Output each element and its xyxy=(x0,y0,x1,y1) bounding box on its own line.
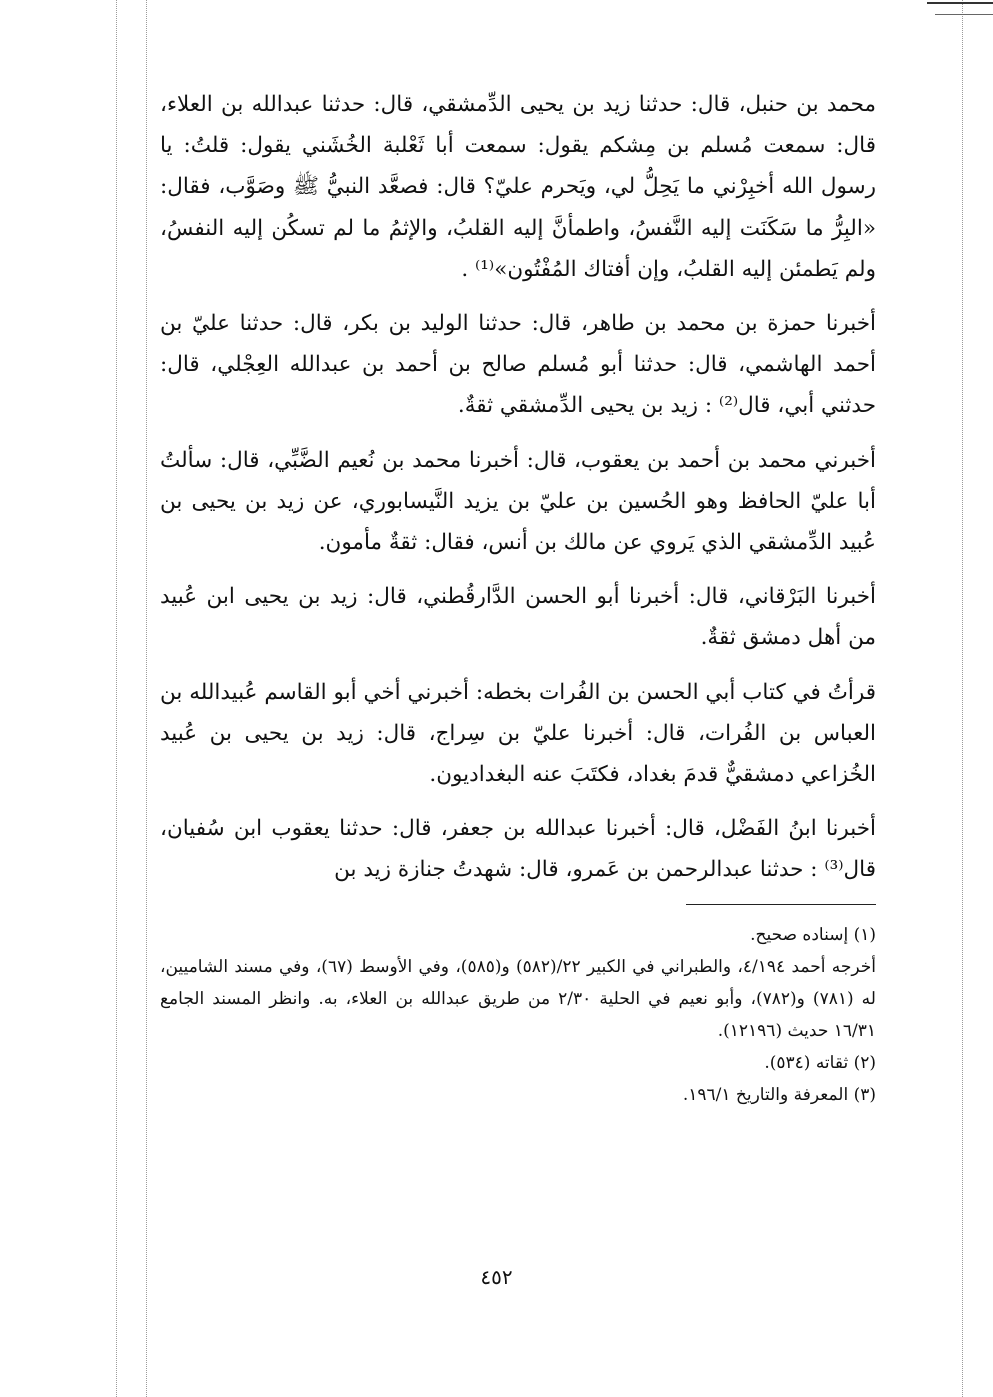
footnote-separator xyxy=(686,904,876,905)
paragraph: قرأتُ في كتاب أبي الحسن بن الفُرات بخطه: أخبرني أخي أبو القاسم عُبيدالله بن العباس بن الفُرات، قال: أخبرنا عليّ بن سِراج، قال: زيد بن يحيى بن عُبيد الخُزاعي دمشقيٌّ قدمَ بغداد، فكتَبَ عنه البغداديون. xyxy=(160,679,876,788)
scan-top-mark xyxy=(927,2,993,4)
footnote-2: (٢) ثقاته (٥٣٤). xyxy=(764,1052,876,1073)
footnote-1: (١) إسناده صحيح. xyxy=(750,924,876,945)
footnote-1-body: أخرجه أحمد ٤/١٩٤، والطبراني في الكبير ٢٢/(٥٨٢) و(٥٨٥)، وفي الأوسط (٦٧)، وفي مسند الشاميين، له (٧٨١) و(٧٨٢)، وأبو نعيم في الحلية ٢/٣٠ من طريق عبدالله بن العلاء، به. وانظر المسند الجامع ١٦/٣١ حديث (١٢١٩٦). xyxy=(160,956,876,1041)
scan-margin-line xyxy=(962,0,963,1397)
scan-margin-line xyxy=(146,0,147,1397)
footnote-3: (٣) المعرفة والتاريخ ١٩٦/١. xyxy=(682,1084,876,1105)
page-number: ٤٥٢ xyxy=(480,1265,513,1289)
scan-top-mark xyxy=(935,14,993,15)
scan-margin-line xyxy=(116,0,117,1397)
paragraph: أخبرنا ابنُ الفَضْل، قال: أخبرنا عبدالله بن جعفر، قال: حدثنا يعقوب ابن سُفيان، قال⁽³⁾ : حدثنا عبدالرحمن بن عَمرو، قال: شهدتُ جنازة زيد بن xyxy=(160,816,876,883)
paragraph: أخبرنا حمزة بن محمد بن طاهر، قال: حدثنا الوليد بن بكر، قال: حدثنا عليّ بن أحمد الهاشمي، قال: حدثنا أبو مُسلم صالح بن أحمد بن عبدالله العِجْلي، قال: حدثني أبي، قال⁽²⁾ : زيد بن يحيى الدِّمشقي ثقةٌ. xyxy=(160,311,876,419)
paragraph: محمد بن حنبل، قال: حدثنا زيد بن يحيى الدِّمشقي، قال: حدثنا عبدالله بن العلاء، قال: سمعت مُسلم بن مِشكم يقول: سمعت أبا ثَعْلبة الخُشَني يقول: قلتُ: يا رسول الله أخبِرْني ما يَحِلُّ لي، ويَحرم عليّ؟ قال: فصعَّد النبيُّ ﷺ وصَوَّب، فقال: «البِرُّ ما سَكَنَت إليه النَّفسُ، واطمأنَّ إليه القلبُ، والإثمُ ما لم تسكُن إليه النفسُ، ولم يَطمئن إليه القلبُ، وإن أفتاك المُفْتُون»⁽¹⁾ . xyxy=(160,92,876,282)
page-body xyxy=(160,84,876,1111)
paragraph: أخبرنا البَرْقاني، قال: أخبرنا أبو الحسن الدَّارقُطني، قال: زيد بن يحيى ابن عُبيد من أهل دمشق ثقةٌ. xyxy=(160,584,876,651)
paragraph: أخبرني محمد بن أحمد بن يعقوب، قال: أخبرنا محمد بن نُعيم الضَّبِّي، قال: سألتُ أبا عليّ الحافظ وهو الحُسين بن عليّ بن يزيد النَّيسابوري، عن زيد بن يحيى بن عُبيد الدِّمشقي الذي يَروي عن مالك بن أنس، فقال: ثقةٌ مأمون. xyxy=(160,447,876,556)
